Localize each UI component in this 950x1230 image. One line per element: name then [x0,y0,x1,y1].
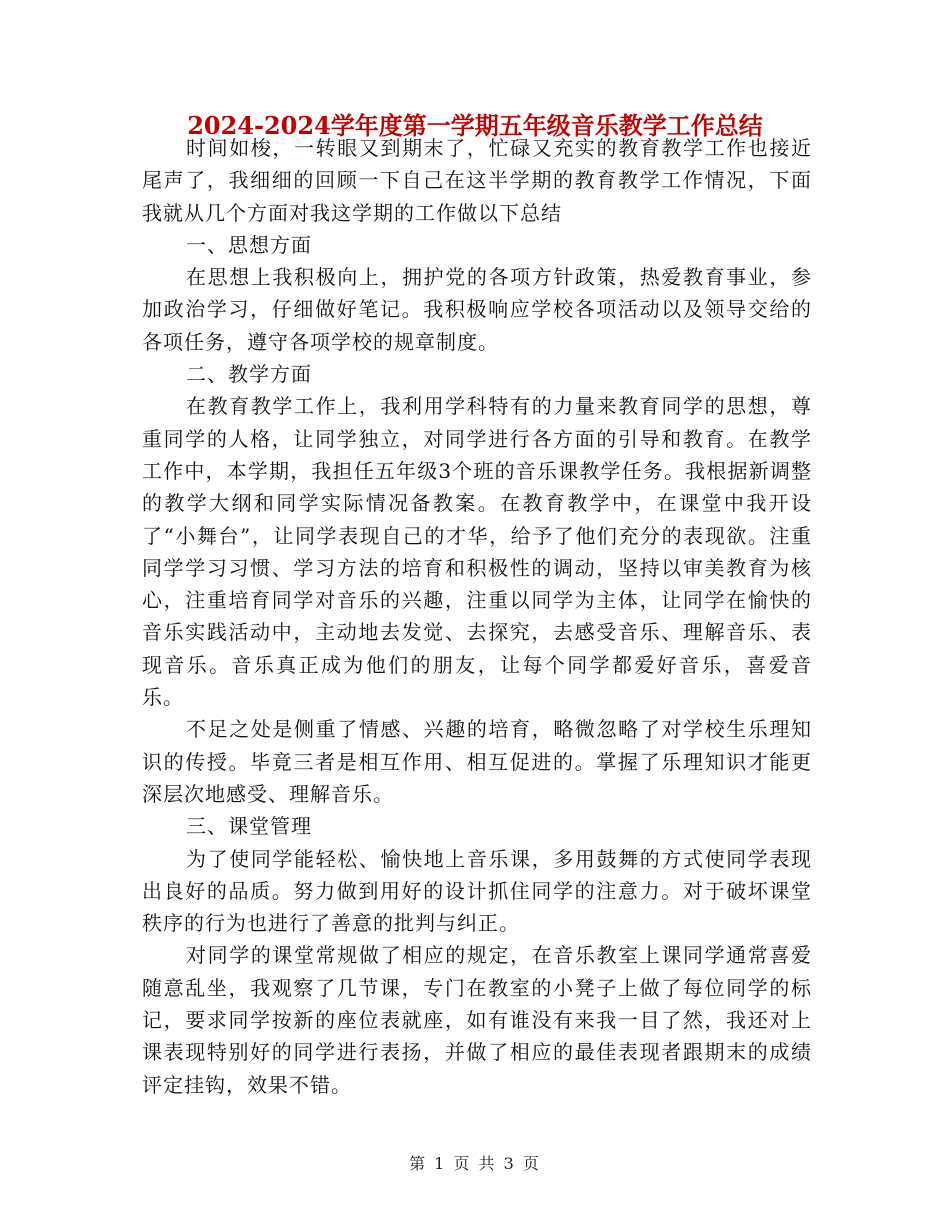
classroom-paragraph-1: 为了使同学能轻松、愉快地上音乐课，多用鼓舞的方式使同学表现出良好的品质。努力做到用好的设计抓住同学的注意力。对于破坏课堂秩序的行为也进行了善意的批判与纠正。 [142,846,812,936]
document-title: 2024-2024学年度第一学期五年级音乐教学工作总结 [187,111,763,140]
document-body [142,132,812,1101]
ideology-paragraph: 在思想上我积极向上，拥护党的各项方针政策，热爱教育事业，参加政治学习，仔细做好笔记。我积极响应学校各项活动以及领导交给的各项任务，遵守各项学校的规章制度。 [142,265,812,354]
section-heading-ideology: 一、思想方面 [186,232,312,257]
section-heading-classroom: 三、课堂管理 [186,814,312,839]
intro-paragraph: 时间如梭，一转眼又到期末了，忙碌又充实的教育教学工作也接近尾声了，我细细的回顾一下自己在这半学期的教育教学工作情况，下面我就从几个方面对我这学期的工作做以下总结 [142,136,812,225]
classroom-paragraph-2: 对同学的课堂常规做了相应的规定，在音乐教室上课同学通常喜爱随意乱坐，我观察了几节课，专门在教室的小凳子上做了每位同学的标记，要求同学按新的座位表就座，如有谁没有来我一目了然，我还对上课表现特别好的同学进行表扬，并做了相应的最佳表现者跟期末的成绩评定挂钩，效果不错。 [142,943,812,1097]
page-footer: 第 1 页 共 3 页 [409,1154,541,1173]
section-heading-teaching: 二、教学方面 [186,362,312,387]
teaching-paragraph: 在教育教学工作上，我利用学科特有的力量来教育同学的思想，尊重同学的人格，让同学独立，对同学进行各方面的引导和教育。在教学工作中，本学期，我担任五年级3个班的音乐课教学任务。我根据新调整的教学大纲和同学实际情况备教案。在教育教学中，在课堂中我开设了“小舞台”，让同学表现自己的才华，给予了他们充分的表现欲。注重同学学习习惯、学习方法的培育和积极性的调动，坚持以审美教育为核心，注重培育同学对音乐的兴趣，注重以同学为主体，让同学在愉快的音乐实践活动中，主动地去发觉、去探究，去感受音乐、理解音乐、表现音乐。音乐真正成为他们的朋友，让每个同学都爱好音乐，喜爱音乐。 [142,394,812,710]
shortcomings-paragraph: 不足之处是侧重了情感、兴趣的培育，略微忽略了对学校生乐理知识的传授。毕竟三者是相互作用、相互促进的。掌握了乐理知识才能更深层次地感受、理解音乐。 [142,717,812,806]
